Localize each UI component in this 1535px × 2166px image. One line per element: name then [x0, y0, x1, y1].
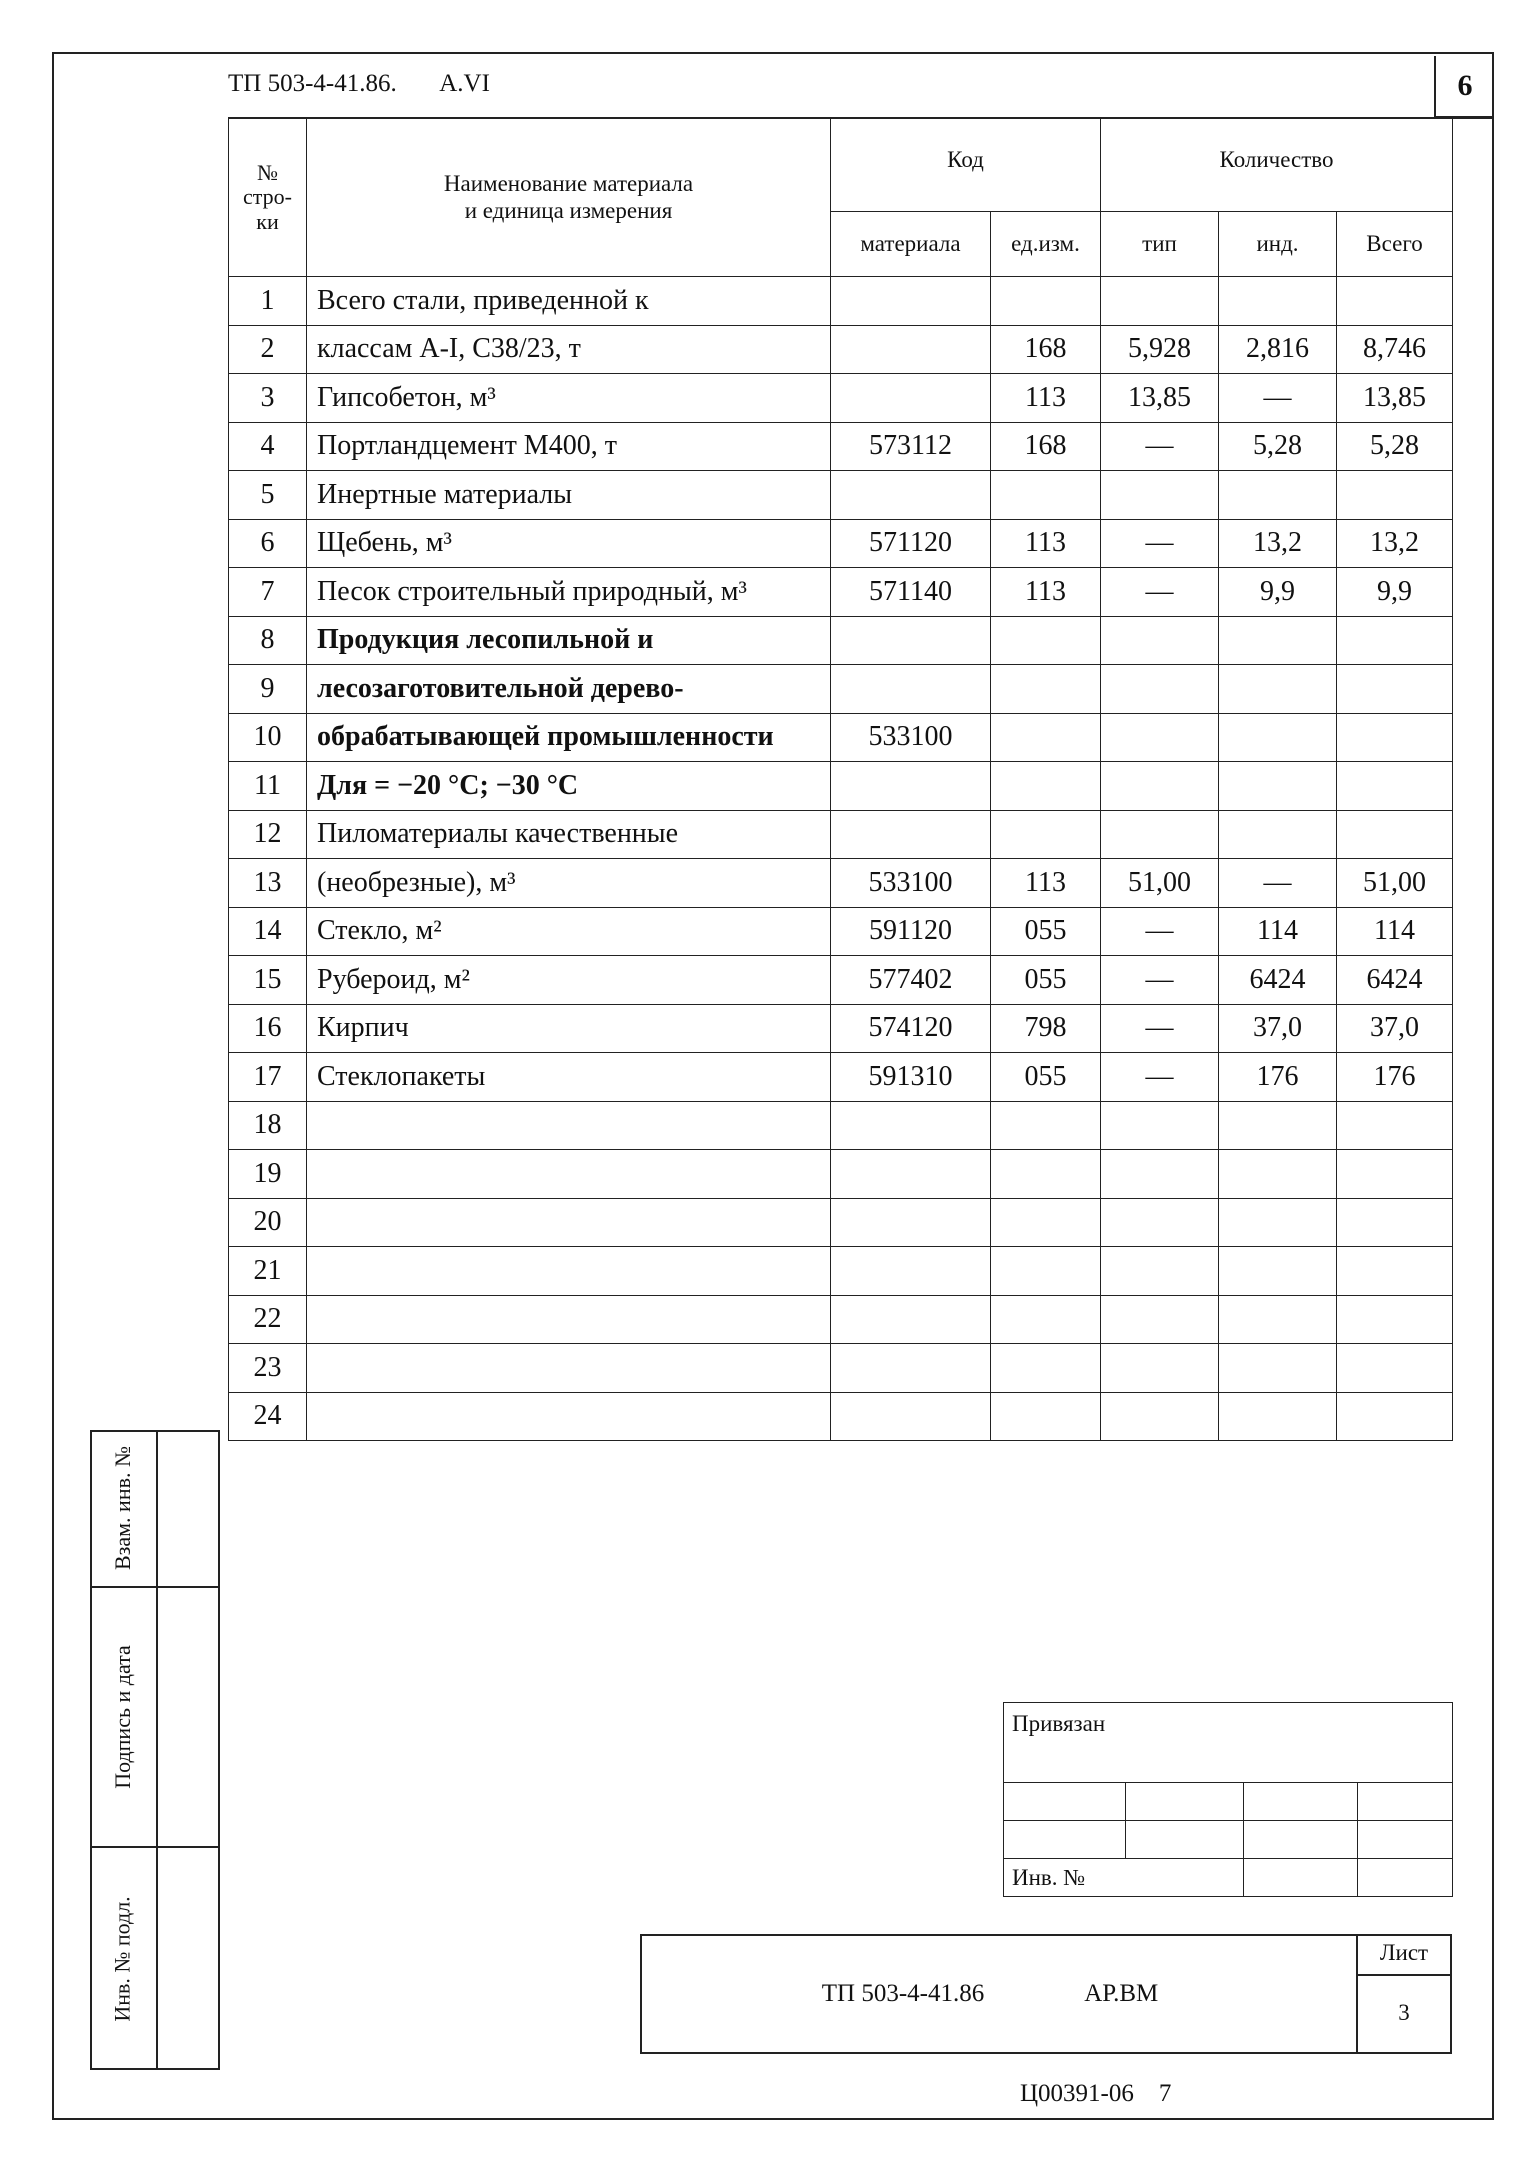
row-code-material [831, 665, 991, 714]
row-name [307, 1150, 831, 1199]
row-qty-total [1337, 762, 1453, 811]
side-cell-inv [90, 1848, 156, 2070]
row-code-unit [991, 810, 1101, 859]
row-code-unit [991, 1101, 1101, 1150]
row-name [307, 1392, 831, 1441]
row-qty-tip [1101, 616, 1219, 665]
row-number: 8 [229, 616, 307, 665]
row-code-material: 573112 [831, 422, 991, 471]
row-number: 15 [229, 956, 307, 1005]
row-number: 1 [229, 277, 307, 326]
row-number: 19 [229, 1150, 307, 1199]
table-row [229, 1004, 1453, 1053]
row-qty-tip [1101, 810, 1219, 859]
table-row [229, 810, 1453, 859]
row-code-material: 533100 [831, 859, 991, 908]
row-code-material: 591310 [831, 1053, 991, 1102]
footer-code: Ц00391-06 7 [1020, 2080, 1172, 2107]
row-qty-total [1337, 471, 1453, 520]
row-code-material: 577402 [831, 956, 991, 1005]
side-cell-vzam [90, 1430, 156, 1586]
row-qty-total [1337, 1295, 1453, 1344]
table-row [229, 665, 1453, 714]
row-number: 20 [229, 1198, 307, 1247]
row-code-material [831, 1295, 991, 1344]
row-code-unit: 168 [991, 325, 1101, 374]
row-number: 3 [229, 374, 307, 423]
row-code-material: 571120 [831, 519, 991, 568]
row-code-unit: 113 [991, 568, 1101, 617]
table-row [229, 1392, 1453, 1441]
table-row [229, 956, 1453, 1005]
row-number: 7 [229, 568, 307, 617]
row-code-unit [991, 471, 1101, 520]
row-code-material [831, 762, 991, 811]
row-name [307, 1344, 831, 1393]
row-qty-tip [1101, 471, 1219, 520]
table-row [229, 1198, 1453, 1247]
row-qty-total: 5,28 [1337, 422, 1453, 471]
row-qty-ind [1219, 810, 1337, 859]
row-code-unit [991, 277, 1101, 326]
list-label: Лист [1379, 1940, 1429, 1965]
row-code-unit [991, 665, 1101, 714]
table-row [229, 1295, 1453, 1344]
row-code-unit [991, 616, 1101, 665]
row-code-unit [991, 1198, 1101, 1247]
row-name: Для = −20 °С; −30 °С [307, 762, 831, 811]
row-code-material [831, 325, 991, 374]
album-code: А.VI [439, 70, 490, 97]
table-row [229, 1247, 1453, 1296]
table-row [229, 762, 1453, 811]
row-code-material: 591120 [831, 907, 991, 956]
row-code-material [831, 810, 991, 859]
row-code-unit: 168 [991, 422, 1101, 471]
table-row [229, 277, 1453, 326]
row-qty-tip [1101, 1198, 1219, 1247]
row-qty-ind [1219, 762, 1337, 811]
header-name: Наименование материала и единица измерения [307, 119, 831, 277]
binding-stamp [1003, 1702, 1453, 1897]
row-qty-tip: 13,85 [1101, 374, 1219, 423]
row-name: лесозаготовительной дерево- [307, 665, 831, 714]
title-code: АР.ВМ [1084, 1980, 1159, 2007]
row-qty-total [1337, 1150, 1453, 1199]
row-name: Стекло, м² [307, 907, 831, 956]
row-qty-tip: 5,928 [1101, 325, 1219, 374]
row-qty-total [1337, 810, 1453, 859]
title-block-text [640, 1934, 1340, 2054]
table-row [229, 1150, 1453, 1199]
table-row [229, 859, 1453, 908]
row-number: 18 [229, 1101, 307, 1150]
table-row [229, 519, 1453, 568]
row-code-material [831, 1344, 991, 1393]
row-qty-ind: 9,9 [1219, 568, 1337, 617]
row-qty-tip: — [1101, 956, 1219, 1005]
row-number: 10 [229, 713, 307, 762]
stamp-inv-no: Инв. № [1004, 1859, 1244, 1897]
row-qty-ind: 6424 [1219, 956, 1337, 1005]
row-number: 9 [229, 665, 307, 714]
row-qty-total: 13,85 [1337, 374, 1453, 423]
row-name: Стеклопакеты [307, 1053, 831, 1102]
row-name: Щебень, м³ [307, 519, 831, 568]
row-qty-total [1337, 1198, 1453, 1247]
row-number: 13 [229, 859, 307, 908]
row-code-unit: 055 [991, 1053, 1101, 1102]
row-qty-ind [1219, 1295, 1337, 1344]
header-row-no: № стро- ки [229, 119, 307, 277]
row-code-unit: 055 [991, 907, 1101, 956]
row-qty-tip: — [1101, 519, 1219, 568]
row-qty-total: 51,00 [1337, 859, 1453, 908]
row-qty-ind: — [1219, 859, 1337, 908]
row-qty-total: 37,0 [1337, 1004, 1453, 1053]
row-qty-ind [1219, 277, 1337, 326]
row-qty-tip [1101, 1247, 1219, 1296]
table-row [229, 471, 1453, 520]
table-row [229, 713, 1453, 762]
row-qty-tip [1101, 1101, 1219, 1150]
side-cell-podpis [90, 1588, 156, 1846]
side-label-vzam: Взам. инв. № [110, 1446, 136, 1570]
table-row [229, 616, 1453, 665]
row-qty-total [1337, 277, 1453, 326]
row-code-unit: 113 [991, 859, 1101, 908]
row-qty-total [1337, 1344, 1453, 1393]
row-number: 4 [229, 422, 307, 471]
doc-ref: ТП 503-4-41.86. [228, 70, 397, 97]
row-qty-total [1337, 665, 1453, 714]
row-number: 24 [229, 1392, 307, 1441]
table-row [229, 1344, 1453, 1393]
row-name: Песок строительный природный, м³ [307, 568, 831, 617]
row-qty-ind [1219, 616, 1337, 665]
row-code-unit: 113 [991, 374, 1101, 423]
row-qty-ind: 37,0 [1219, 1004, 1337, 1053]
row-qty-tip: 51,00 [1101, 859, 1219, 908]
row-qty-total [1337, 713, 1453, 762]
table-row [229, 374, 1453, 423]
row-qty-ind: 5,28 [1219, 422, 1337, 471]
row-code-unit [991, 1247, 1101, 1296]
row-qty-tip [1101, 762, 1219, 811]
row-code-material: 571140 [831, 568, 991, 617]
row-qty-ind [1219, 1247, 1337, 1296]
row-number: 23 [229, 1344, 307, 1393]
row-code-material: 533100 [831, 713, 991, 762]
row-code-unit [991, 1295, 1101, 1344]
row-name: Инертные материалы [307, 471, 831, 520]
header-qty-group: Количество [1101, 119, 1453, 212]
side-label-podpis: Подпись и дата [110, 1645, 136, 1789]
row-number: 11 [229, 762, 307, 811]
row-name [307, 1101, 831, 1150]
stamp-privyazan: Привязан [1004, 1703, 1453, 1783]
row-name: классам А-I, С38/23, т [307, 325, 831, 374]
title-ref: ТП 503-4-41.86 [821, 1980, 985, 2007]
row-qty-tip: — [1101, 422, 1219, 471]
materials-table [228, 118, 1453, 1441]
row-number: 21 [229, 1247, 307, 1296]
row-qty-ind [1219, 1344, 1337, 1393]
row-qty-ind [1219, 1150, 1337, 1199]
header-code-group: Код [831, 119, 1101, 212]
row-qty-total: 8,746 [1337, 325, 1453, 374]
row-qty-tip [1101, 1344, 1219, 1393]
row-qty-total: 114 [1337, 907, 1453, 956]
row-qty-ind [1219, 1198, 1337, 1247]
table-row [229, 568, 1453, 617]
row-code-material [831, 374, 991, 423]
row-qty-ind: 2,816 [1219, 325, 1337, 374]
row-qty-total: 13,2 [1337, 519, 1453, 568]
row-qty-ind: 114 [1219, 907, 1337, 956]
row-code-material [831, 1198, 991, 1247]
row-qty-total: 6424 [1337, 956, 1453, 1005]
row-name: Рубероид, м² [307, 956, 831, 1005]
row-code-material [831, 277, 991, 326]
row-code-unit [991, 1344, 1101, 1393]
row-number: 16 [229, 1004, 307, 1053]
row-code-material: 574120 [831, 1004, 991, 1053]
row-qty-ind: 13,2 [1219, 519, 1337, 568]
row-code-material [831, 471, 991, 520]
row-qty-tip [1101, 665, 1219, 714]
row-number: 6 [229, 519, 307, 568]
sheet-number-box [1434, 56, 1494, 118]
row-code-unit: 055 [991, 956, 1101, 1005]
row-number: 17 [229, 1053, 307, 1102]
side-stamp-divider [156, 1430, 158, 2070]
side-label-inv: Инв. № подл. [110, 1896, 136, 2022]
row-qty-tip: — [1101, 1004, 1219, 1053]
row-name: (необрезные), м³ [307, 859, 831, 908]
sheet-number: 6 [1457, 69, 1473, 102]
list-divider [1356, 1974, 1452, 1976]
row-code-material [831, 1247, 991, 1296]
table-row [229, 907, 1453, 956]
row-qty-tip: — [1101, 907, 1219, 956]
row-qty-tip [1101, 1392, 1219, 1441]
row-qty-total [1337, 1392, 1453, 1441]
row-number: 22 [229, 1295, 307, 1344]
row-name: Портландцемент М400, т [307, 422, 831, 471]
row-name [307, 1247, 831, 1296]
row-qty-tip [1101, 713, 1219, 762]
row-number: 5 [229, 471, 307, 520]
row-qty-total: 176 [1337, 1053, 1453, 1102]
row-qty-tip [1101, 1150, 1219, 1199]
list-value: 3 [1398, 2000, 1410, 2025]
header-qty-ind: инд. [1219, 212, 1337, 277]
row-name: Продукция лесопильной и [307, 616, 831, 665]
row-qty-ind [1219, 1392, 1337, 1441]
row-qty-ind: 176 [1219, 1053, 1337, 1102]
row-qty-tip [1101, 1295, 1219, 1344]
row-qty-ind: — [1219, 374, 1337, 423]
row-code-material [831, 1101, 991, 1150]
row-qty-ind [1219, 713, 1337, 762]
row-qty-total [1337, 1247, 1453, 1296]
row-code-unit [991, 713, 1101, 762]
table-header-row-1 [229, 119, 1453, 212]
row-code-material [831, 616, 991, 665]
row-name [307, 1198, 831, 1247]
row-qty-total [1337, 616, 1453, 665]
row-qty-total: 9,9 [1337, 568, 1453, 617]
header-qty-tip: тип [1101, 212, 1219, 277]
row-name: Гипсобетон, м³ [307, 374, 831, 423]
header-line [228, 70, 490, 98]
row-name: Всего стали, приведенной к [307, 277, 831, 326]
row-code-material [831, 1392, 991, 1441]
row-code-unit [991, 1150, 1101, 1199]
header-code-material: материала [831, 212, 991, 277]
row-qty-tip [1101, 277, 1219, 326]
row-number: 2 [229, 325, 307, 374]
table-row [229, 325, 1453, 374]
row-name: Пиломатериалы качественные [307, 810, 831, 859]
row-code-unit: 798 [991, 1004, 1101, 1053]
row-number: 12 [229, 810, 307, 859]
row-qty-ind [1219, 471, 1337, 520]
row-qty-total [1337, 1101, 1453, 1150]
header-code-unit: ед.изм. [991, 212, 1101, 277]
row-qty-tip: — [1101, 1053, 1219, 1102]
row-number: 14 [229, 907, 307, 956]
header-qty-total: Всего [1337, 212, 1453, 277]
row-code-unit: 113 [991, 519, 1101, 568]
table-row [229, 422, 1453, 471]
table-row [229, 1101, 1453, 1150]
table-row [229, 1053, 1453, 1102]
row-code-unit [991, 1392, 1101, 1441]
row-name: обрабатывающей промышленности [307, 713, 831, 762]
row-code-unit [991, 762, 1101, 811]
row-qty-ind [1219, 665, 1337, 714]
row-name: Кирпич [307, 1004, 831, 1053]
row-qty-ind [1219, 1101, 1337, 1150]
row-name [307, 1295, 831, 1344]
row-code-material [831, 1150, 991, 1199]
row-qty-tip: — [1101, 568, 1219, 617]
